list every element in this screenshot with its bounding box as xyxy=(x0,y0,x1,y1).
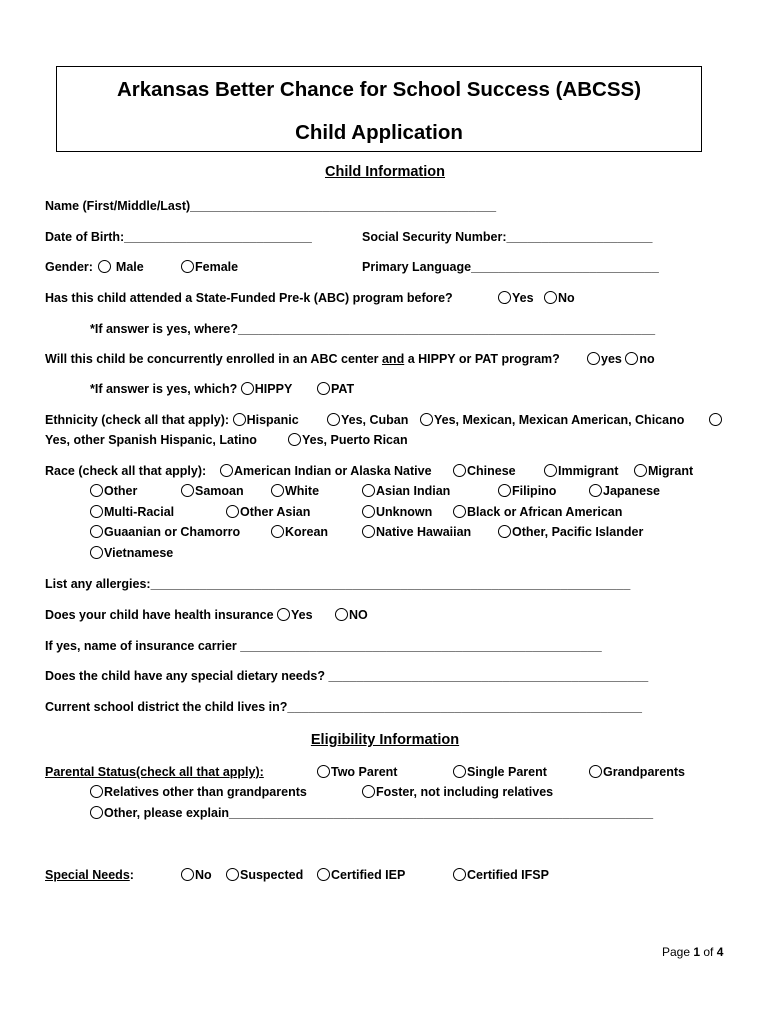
insurance-yes-label: Yes xyxy=(291,608,313,622)
race-asian-indian-label: Asian Indian xyxy=(376,484,451,498)
abc-yes-label: Yes xyxy=(512,291,534,305)
race-multi-racial-label: Multi-Racial xyxy=(104,505,175,519)
abc-yes-radio[interactable] xyxy=(498,291,511,304)
race-japanese-label: Japanese xyxy=(603,484,660,498)
sn-iep-radio[interactable] xyxy=(317,868,330,881)
race-white xyxy=(271,483,319,499)
parental-status-label: Parental Status(check all that apply): xyxy=(45,765,264,779)
race-american-indian xyxy=(220,463,432,479)
eth-mexican-radio[interactable] xyxy=(420,413,433,426)
foster-radio[interactable] xyxy=(362,785,375,798)
eth-other-radio[interactable] xyxy=(709,413,722,426)
race-native-hawaiian-label: Native Hawaiian xyxy=(376,525,472,539)
race-white-label: White xyxy=(285,484,320,498)
sn-no-label: No xyxy=(195,868,212,882)
which-pat-radio[interactable] xyxy=(317,382,330,395)
race-samoan-label: Samoan xyxy=(195,484,244,498)
page-total: 4 xyxy=(716,945,724,959)
abc-question: Has this child attended a State-Funded Pre-k (ABC) program before? xyxy=(45,291,453,305)
race-migrant-label: Migrant xyxy=(648,464,694,478)
eth-pr-option xyxy=(288,432,408,448)
relatives-option xyxy=(90,784,307,800)
race-native-hawaiian xyxy=(362,524,471,540)
single-parent-option xyxy=(453,764,547,780)
eligibility-information-heading: Eligibility Information xyxy=(310,732,460,748)
race-other-asian xyxy=(226,504,310,520)
which-hippy-label: HIPPY xyxy=(254,382,293,396)
single-parent-label: Single Parent xyxy=(467,765,547,779)
primary-language-field[interactable]: Primary Language___________________________ xyxy=(362,260,659,274)
race-immigrant-label: Immigrant xyxy=(558,464,619,478)
race-vietnamese-label: Vietnamese xyxy=(104,546,174,560)
race-asian-indian-radio[interactable] xyxy=(362,484,375,497)
child-information-heading: Child Information xyxy=(324,164,445,180)
race-migrant xyxy=(634,463,693,479)
race-filipino-radio[interactable] xyxy=(498,484,511,497)
sn-no-option xyxy=(181,867,212,883)
eth-hispanic-label: Hispanic xyxy=(246,413,299,427)
special-needs-label: Special Needs xyxy=(45,868,130,882)
two-parent-radio[interactable] xyxy=(317,765,330,778)
race-chinese xyxy=(453,463,516,479)
race-american-indian-radio[interactable] xyxy=(220,464,233,477)
hippy-question xyxy=(45,351,560,367)
insurance-no-radio[interactable] xyxy=(335,608,348,621)
race-immigrant xyxy=(544,463,618,479)
eth-other-label: Yes, other Spanish Hispanic, Latino xyxy=(45,433,257,447)
race-other xyxy=(90,483,137,499)
race-unknown-label: Unknown xyxy=(376,505,433,519)
page-of: of xyxy=(700,945,717,959)
gender-female-radio[interactable] xyxy=(181,260,194,273)
sn-suspected-label: Suspected xyxy=(240,868,304,882)
form-subtitle: Child Application xyxy=(295,121,463,144)
special-needs-label-wrap xyxy=(45,867,134,883)
insurance-row xyxy=(45,607,313,623)
sn-suspected-option xyxy=(226,867,303,883)
sn-iep-label: Certified IEP xyxy=(331,868,406,882)
race-samoan-radio[interactable] xyxy=(181,484,194,497)
form-title: Arkansas Better Chance for School Success (ABCSS) xyxy=(116,78,642,101)
race-black xyxy=(453,504,622,520)
hippy-answers xyxy=(587,351,655,367)
race-other-pacific xyxy=(498,524,643,540)
race-black-radio[interactable] xyxy=(453,505,466,518)
ethnicity-row xyxy=(45,412,299,428)
race-other-radio[interactable] xyxy=(90,484,103,497)
race-asian-indian xyxy=(362,483,450,499)
hippy-yes-label: yes xyxy=(601,352,622,366)
eth-cuban-option xyxy=(327,412,408,428)
which-pat-option xyxy=(317,381,354,397)
race-unknown-radio[interactable] xyxy=(362,505,375,518)
gender-row xyxy=(45,259,144,275)
two-parent-label: Two Parent xyxy=(331,765,398,779)
eth-mexican-label: Yes, Mexican, Mexican American, Chicano xyxy=(434,413,685,427)
two-parent-option xyxy=(317,764,397,780)
ethnicity-label: Ethnicity (check all that apply): xyxy=(45,413,230,427)
which-label: *If answer is yes, which? xyxy=(90,382,238,396)
other-explain-option xyxy=(90,805,653,821)
special-needs-colon: : xyxy=(129,868,134,882)
sn-ifsp-radio[interactable] xyxy=(453,868,466,881)
grandparents-radio[interactable] xyxy=(589,765,602,778)
eth-cuban-label: Yes, Cuban xyxy=(341,413,409,427)
page-prefix: Page xyxy=(662,945,694,959)
race-korean xyxy=(271,524,328,540)
eth-hispanic-radio[interactable] xyxy=(233,413,246,426)
race-korean-radio[interactable] xyxy=(271,525,284,538)
abc-yes-option xyxy=(498,290,534,306)
hippy-question-and: and xyxy=(381,352,405,366)
race-guamanian-label: Guaanian or Chamorro xyxy=(104,525,241,539)
other-explain-label[interactable]: Other, please explain_____________________________________________________________ xyxy=(104,806,654,820)
eth-cuban-radio[interactable] xyxy=(327,413,340,426)
other-explain-radio[interactable] xyxy=(90,806,103,819)
dietary-needs-field[interactable]: Does the child have any special dietary needs? ______________________________________________ xyxy=(45,669,649,683)
foster-label: Foster, not including relatives xyxy=(376,785,554,799)
gender-female-label: Female xyxy=(195,260,239,274)
race-other-pacific-label: Other, Pacific Islander xyxy=(512,525,644,539)
race-label: Race (check all that apply): xyxy=(45,464,207,478)
race-immigrant-radio[interactable] xyxy=(544,464,557,477)
race-other-asian-radio[interactable] xyxy=(226,505,239,518)
race-chinese-radio[interactable] xyxy=(453,464,466,477)
which-hippy-radio[interactable] xyxy=(241,382,254,395)
race-native-hawaiian-radio[interactable] xyxy=(362,525,375,538)
title-box xyxy=(56,66,702,152)
gender-male-label: Male xyxy=(115,260,144,274)
name-field[interactable]: Name (First/Middle/Last)____________________________________________ xyxy=(45,199,497,213)
race-other-label: Other xyxy=(104,484,138,498)
race-guamanian-radio[interactable] xyxy=(90,525,103,538)
gender-label: Gender: xyxy=(45,260,93,274)
race-chinese-label: Chinese xyxy=(467,464,516,478)
race-unknown xyxy=(362,504,432,520)
which-pat-label: PAT xyxy=(331,382,355,396)
sn-ifsp-option xyxy=(453,867,549,883)
grandparents-label: Grandparents xyxy=(603,765,685,779)
race-filipino xyxy=(498,483,556,499)
eth-mexican-option xyxy=(420,412,684,428)
dob-field[interactable]: Date of Birth:___________________________ xyxy=(45,230,312,244)
race-guamanian xyxy=(90,524,240,540)
hippy-question-pre: Will this child be concurrently enrolled in an ABC center xyxy=(45,352,382,366)
sn-no-radio[interactable] xyxy=(181,868,194,881)
race-japanese-radio[interactable] xyxy=(589,484,602,497)
ssn-field[interactable]: Social Security Number:_____________________ xyxy=(362,230,653,244)
race-vietnamese xyxy=(90,545,173,561)
race-white-radio[interactable] xyxy=(271,484,284,497)
insurance-no-option xyxy=(335,607,368,623)
insurance-question: Does your child have health insurance xyxy=(45,608,274,622)
gender-female-option xyxy=(181,259,238,275)
eth-other-radio-wrap xyxy=(709,412,723,428)
race-label-row xyxy=(45,463,206,479)
page-number xyxy=(662,944,723,960)
race-black-label: Black or African American xyxy=(467,505,623,519)
sn-iep-option xyxy=(317,867,405,883)
school-district-field[interactable]: Current school district the child lives in?___________________________________________________ xyxy=(45,700,642,714)
race-filipino-label: Filipino xyxy=(512,484,557,498)
foster-option xyxy=(362,784,553,800)
hippy-no-label: no xyxy=(639,352,655,366)
grandparents-option xyxy=(589,764,685,780)
single-parent-radio[interactable] xyxy=(453,765,466,778)
abc-where-field[interactable]: *If answer is yes, where?____________________________________________________________ xyxy=(90,322,656,336)
insurance-no-label: NO xyxy=(349,608,368,622)
race-other-pacific-radio[interactable] xyxy=(498,525,511,538)
relatives-label: Relatives other than grandparents xyxy=(104,785,307,799)
race-other-asian-label: Other Asian xyxy=(240,505,311,519)
abc-no-radio[interactable] xyxy=(544,291,557,304)
eth-pr-radio[interactable] xyxy=(288,433,301,446)
which-program-row xyxy=(90,381,292,397)
page-current: 1 xyxy=(693,945,701,959)
sn-suspected-radio[interactable] xyxy=(226,868,239,881)
relatives-radio[interactable] xyxy=(90,785,103,798)
abc-no-option xyxy=(544,290,575,306)
gender-male-radio[interactable] xyxy=(98,260,111,273)
race-vietnamese-radio[interactable] xyxy=(90,546,103,559)
race-samoan xyxy=(181,483,244,499)
insurance-yes-radio[interactable] xyxy=(277,608,290,621)
race-multi-racial xyxy=(90,504,174,520)
eth-pr-label: Yes, Puerto Rican xyxy=(302,433,408,447)
hippy-no-radio[interactable] xyxy=(625,352,638,365)
race-multi-racial-radio[interactable] xyxy=(90,505,103,518)
allergies-field[interactable]: List any allergies:_____________________________________________________________________ xyxy=(45,577,631,591)
insurance-carrier-field[interactable]: If yes, name of insurance carrier ____________________________________________________ xyxy=(45,639,602,653)
race-american-indian-label: American Indian or Alaska Native xyxy=(234,464,432,478)
sn-ifsp-label: Certified IFSP xyxy=(467,868,549,882)
abc-no-label: No xyxy=(558,291,575,305)
race-migrant-radio[interactable] xyxy=(634,464,647,477)
hippy-yes-radio[interactable] xyxy=(587,352,600,365)
hippy-question-post: a HIPPY or PAT program? xyxy=(404,352,560,366)
race-japanese xyxy=(589,483,660,499)
race-korean-label: Korean xyxy=(285,525,329,539)
